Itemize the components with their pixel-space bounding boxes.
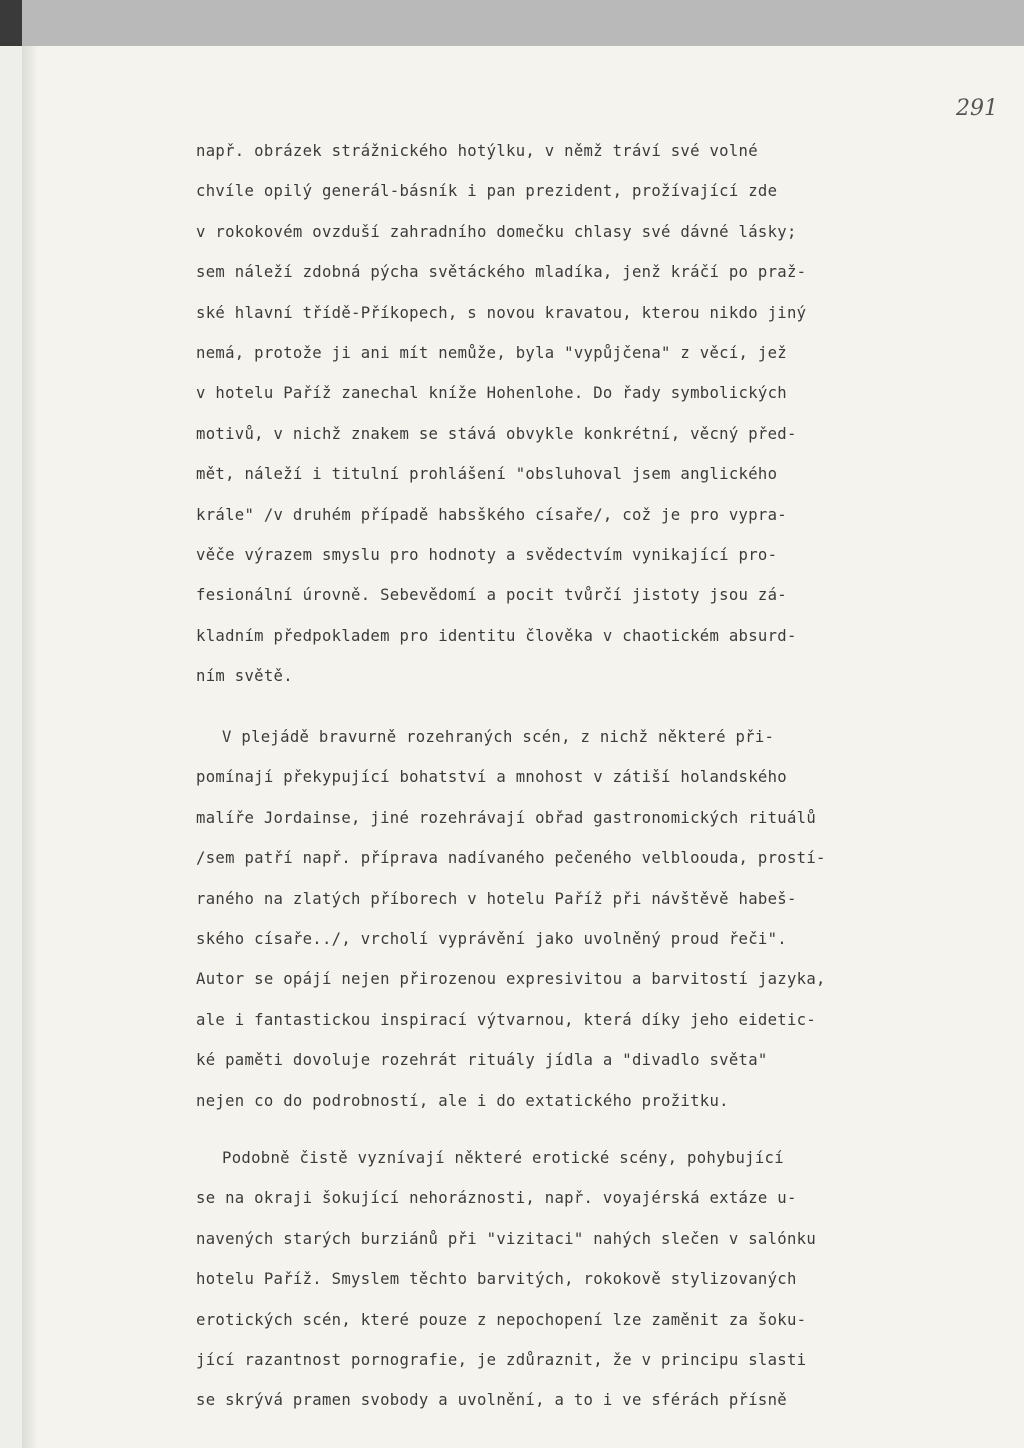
- text-line: V plejádě bravurně rozehraných scén, z nichž některé při-: [222, 728, 775, 746]
- text-line: pomínají překypující bohatství a mnohost v zátiší holandského: [196, 768, 787, 787]
- text-line: /sem patří např. příprava nadívaného pečeného velbloouda, prostí-: [196, 849, 826, 868]
- text-line: v hotelu Paříž zanechal kníže Hohenlohe. Do řady symbolických: [196, 384, 787, 403]
- paragraph-2: [196, 717, 1024, 1121]
- text-line: erotických scén, které pouze z nepochopení lze zaměnit za šoku-: [196, 1310, 807, 1329]
- text-line: fesionální úrovně. Sebevědomí a pocit tvůrčí jistoty jsou zá-: [196, 586, 787, 605]
- scan-corner-shadow: [0, 0, 22, 46]
- text-line: chvíle opilý generál-básník i pan prezident, prožívající zde: [196, 182, 778, 201]
- text-line: krále" /v druhém případě habsškého císaře/, což je pro vypra-: [196, 505, 787, 524]
- text-line: se skrývá pramen svobody a uvolnění, a to i ve sférách přísně: [196, 1391, 787, 1410]
- text-line: sem náleží zdobná pýcha světáckého mladíka, jenž kráčí po praž-: [196, 263, 807, 282]
- scan-top-border: [0, 0, 1024, 46]
- text-line: Podobně čistě vyznívají některé erotické scény, pohybující: [222, 1149, 784, 1167]
- text-line: raného na zlatých příborech v hotelu Paříž při návštěvě habeš-: [196, 889, 797, 908]
- text-line: např. obrázek strážnického hotýlku, v němž tráví své volné: [196, 142, 758, 160]
- text-line: ale i fantastickou inspirací výtvarnou, která díky jeho eidetic-: [196, 1010, 817, 1029]
- text-line: ské hlavní třídě-Příkopech, s novou kravatou, kterou nikdo jiný: [196, 303, 807, 322]
- text-line: věče výrazem smyslu pro hodnoty a svědectvím vynikající pro-: [196, 545, 778, 564]
- text-line: ského císaře../, vrcholí vyprávění jako uvolněný proud řeči".: [196, 929, 787, 948]
- text-line: nejen co do podrobností, ale i do extatického prožitku.: [196, 1091, 729, 1110]
- text-line: se na okraji šokující nehoráznosti, např. voyajérská extáze u-: [196, 1189, 797, 1208]
- text-line: malíře Jordainse, jiné rozehrávají obřad gastronomických rituálů: [196, 808, 817, 827]
- text-line: navených starých burziánů při "vizitaci" nahých slečen v salónku: [196, 1229, 817, 1248]
- text-line: hotelu Paříž. Smyslem těchto barvitých, rokokově stylizovaných: [196, 1270, 797, 1289]
- text-line: kladním předpokladem pro identitu člověka v chaotickém absurd-: [196, 626, 797, 645]
- text-line: jící razantnost pornografie, je zdůraznit, že v principu slasti: [196, 1350, 807, 1369]
- text-line: Autor se opájí nejen přirozenou expresivitou a barvitostí jazyka,: [196, 970, 826, 989]
- page-number: 291: [956, 96, 998, 121]
- document-page: [22, 46, 1024, 1448]
- text-line: motivů, v nichž znakem se stává obvykle konkrétní, věcný před-: [196, 424, 797, 443]
- text-line: ké paměti dovoluje rozehrát rituály jídla a "divadlo světa": [196, 1051, 768, 1070]
- page-edge-shadow: [22, 46, 38, 1448]
- text-line: nemá, protože ji ani mít nemůže, byla "vypůjčena" z věcí, jež: [196, 343, 787, 362]
- paragraph-3: [196, 1138, 1024, 1421]
- paragraph-1: [196, 131, 1024, 696]
- text-line: mět, náleží i titulní prohlášení "obsluhoval jsem anglického: [196, 465, 778, 484]
- text-line: v rokokovém ovzduší zahradního domečku chlasy své dávné lásky;: [196, 222, 797, 241]
- text-line: ním světě.: [196, 667, 293, 686]
